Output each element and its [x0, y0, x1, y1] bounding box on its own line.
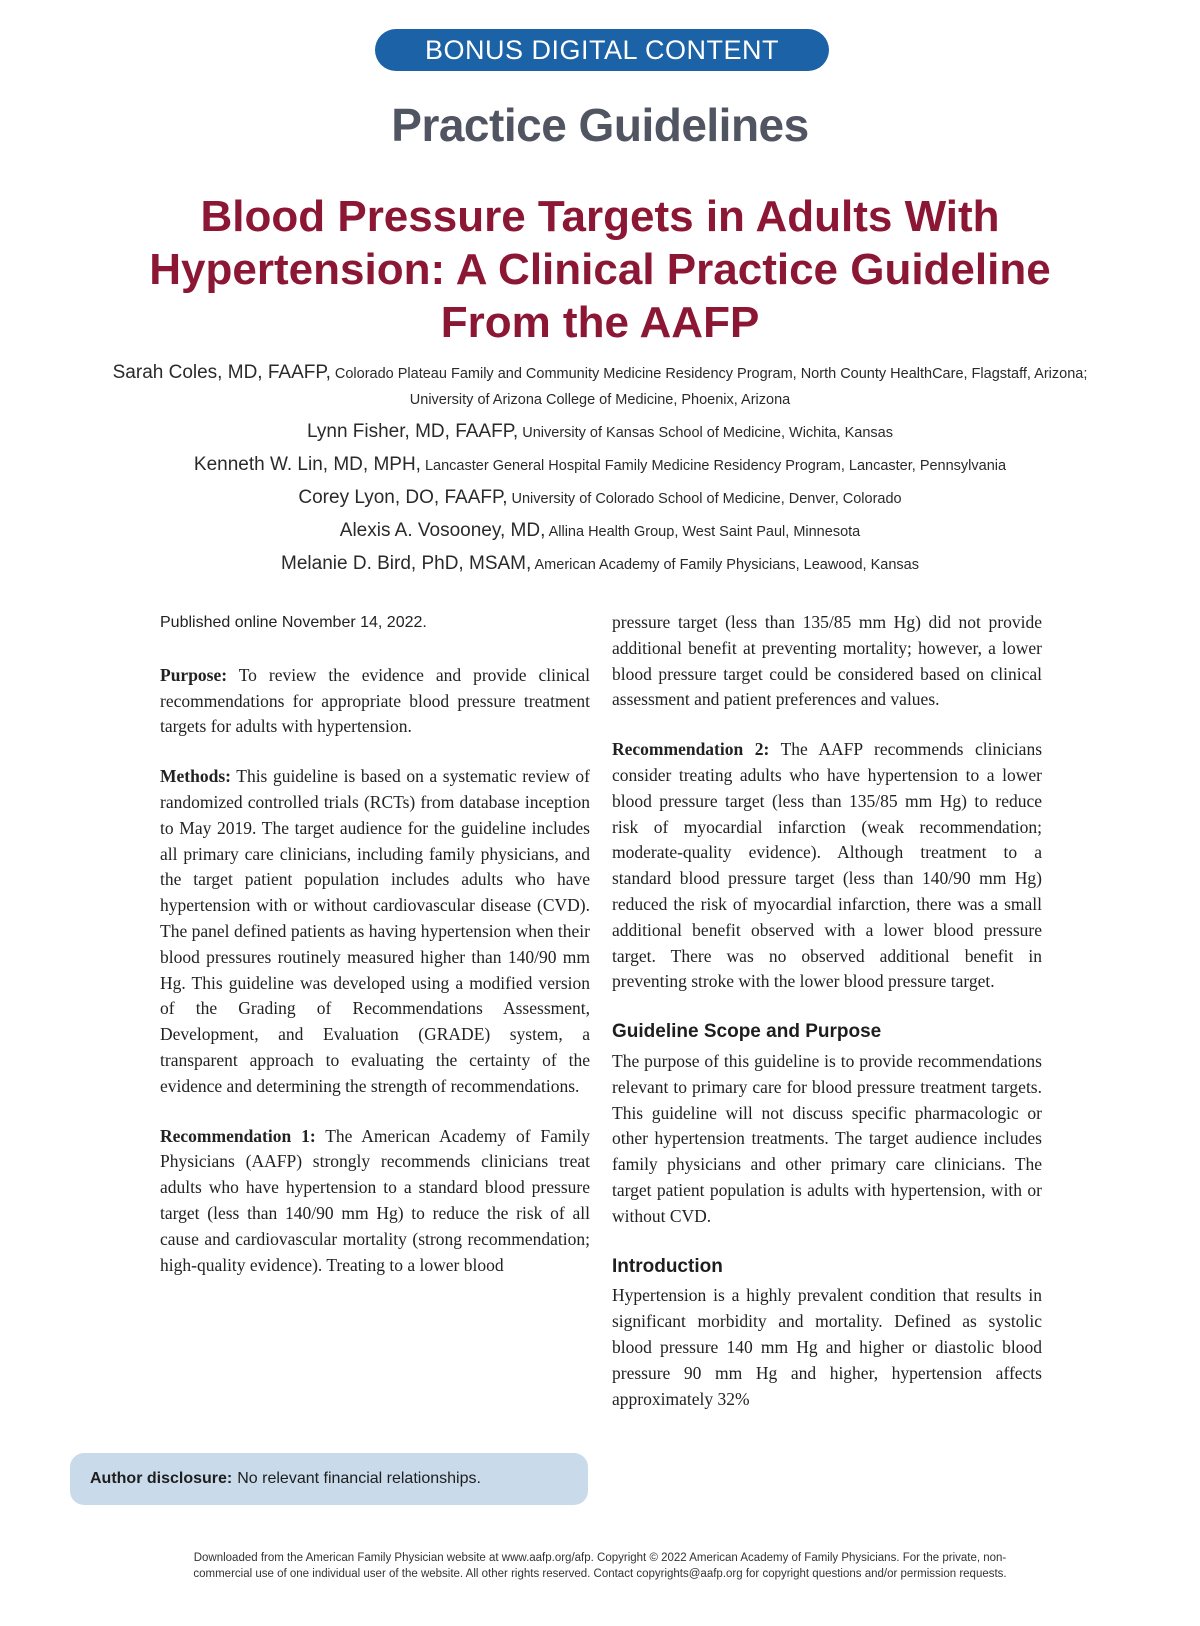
disclosure-label: Author disclosure: — [90, 1470, 233, 1487]
scope-heading: Guideline Scope and Purpose — [612, 1021, 882, 1043]
author-entry — [80, 551, 1120, 578]
article-title: Blood Pressure Targets in Adults With Hypertension: A Clinical Practice Guideline From the AAFP — [149, 192, 1051, 347]
purpose-text: To review the evidence and provide clinical recommendations for appropriate blood pressure treatment targets for adults with hypertension. — [160, 664, 590, 737]
recommendation-2-text: The AAFP recommends clinicians consider treating adults who have hypertension to a lower blood pressure target (less than 135/85 mm Hg) to reduce risk of myocardial infarction (weak recommendation; moderate-quality evidence). Although treatment to a standard blood pressure target (less than 140/90 mm Hg) reduced the risk of myocardial infarction, there was a small additional benefit observed with a lower blood pressure target. There was no observed additional benefit in preventing stroke with the lower blood pressure target. — [612, 739, 1043, 992]
methods-paragraph — [160, 764, 590, 1099]
disclosure-text: No relevant financial relationships. — [237, 1470, 481, 1487]
methods-text: This guideline is based on a systematic review of randomized controlled trials (RCTs) from database inception to May 2019. The target audience for the guideline includes all primary care clinicians, including family physicians, and the target patient population includes adults who have hypertension with or without cardiovascular disease (CVD). The panel defined patients as having hypertension when their blood pressures routinely measured higher than 140/90 mm Hg. This guideline was developed using a modified version of the Grading of Recommendations Assessment, Development, and Evaluation (GRADE) system, a transparent approach to evaluating the certainty of the evidence and determining the strength of recommendations. — [160, 766, 590, 1096]
author-name: Sarah Coles, MD, FAAFP, — [112, 362, 331, 383]
footer-line-2: commercial use of one individual user of the website. All other rights reserved. Contact copyrights@aafp.org for copyright questions and/or permission requests. — [193, 1568, 1007, 1580]
banner-label: BONUS DIGITAL CONTENT — [424, 34, 780, 65]
bonus-digital-content-banner — [375, 29, 829, 71]
purpose-paragraph — [160, 663, 590, 740]
scope-paragraph: The purpose of this guideline is to provide recommendations relevant to primary care for blood pressure treatment targets. This guideline will not discuss specific pharmacologic or other hypertension treatments. The target audience includes family physicians and other primary care clinicians. The target patient population is adults with hypertension, with or without CVD. — [612, 1050, 1042, 1226]
author-affiliation: American Academy of Family Physicians, Leawood, Kansas — [534, 557, 919, 573]
purpose-label: Purpose: — [160, 664, 228, 685]
author-affiliation: University of Kansas School of Medicine, Wichita, Kansas — [522, 425, 893, 441]
author-entry — [80, 485, 1120, 512]
author-list — [80, 360, 1120, 584]
author-affiliation: Colorado Plateau Family and Community Medicine Residency Program, North County HealthCare, Flagstaff, Arizona; University of Arizona College of Medicine, Phoenix, Arizona — [334, 366, 1088, 408]
introduction-heading: Introduction — [612, 1255, 723, 1277]
recommendation-1-text: The American Academy of Family Physicians (AAFP) strongly recommends clinicians treat adults who have hypertension to a standard blood pressure target (less than 140/90 mm Hg) to reduce the risk of all cause and cardiovascular mortality (strong recommendation; high-quality evidence). Treating to a lower blood — [160, 1125, 591, 1275]
footer-line-1: Downloaded from the American Family Physician website at www.aafp.org/afp. Copyright © 2022 American Academy of Family Physicians. For the private, non- — [193, 1552, 1007, 1564]
author-entry — [80, 419, 1120, 446]
copyright-footer — [60, 1550, 1140, 1582]
author-affiliation: Lancaster General Hospital Family Medicine Residency Program, Lancaster, Pennsylvania — [424, 458, 1007, 474]
author-entry — [80, 518, 1120, 545]
recommendation-1-paragraph — [160, 1124, 590, 1279]
published-date: Published online November 14, 2022. — [160, 614, 427, 631]
introduction-paragraph: Hypertension is a highly prevalent condition that results in significant morbidity and mortality. Defined as systolic blood pressure 140 mm Hg and higher or diastolic blood pressure 90 mm Hg and higher, hypertension affects approximately 32% — [612, 1285, 1042, 1409]
author-affiliation: University of Colorado School of Medicine, Denver, Colorado — [511, 491, 902, 507]
left-column — [160, 610, 590, 1302]
recommendation-1-label: Recommendation 1: — [160, 1125, 316, 1146]
author-affiliation: Allina Health Group, West Saint Paul, Minnesota — [548, 524, 861, 540]
author-name: Melanie D. Bird, PhD, MSAM, — [281, 553, 532, 574]
methods-label: Methods: — [160, 766, 231, 787]
recommendation-1-continued: pressure target (less than 135/85 mm Hg) did not provide additional benefit at preventing mortality; however, a lower blood pressure target could be considered based on clinical assessment and patient preferences and values. — [612, 612, 1042, 710]
author-name: Alexis A. Vosooney, MD, — [339, 520, 546, 541]
section-title: Practice Guidelines — [391, 99, 809, 151]
author-name: Kenneth W. Lin, MD, MPH, — [193, 454, 421, 475]
author-entry — [80, 452, 1120, 479]
recommendation-2-label: Recommendation 2: — [612, 739, 770, 760]
author-name: Corey Lyon, DO, FAAFP, — [298, 487, 508, 508]
recommendation-2-paragraph — [612, 737, 1042, 995]
author-disclosure-box — [70, 1453, 588, 1505]
author-name: Lynn Fisher, MD, FAAFP, — [307, 421, 519, 442]
author-entry — [80, 360, 1120, 413]
right-column — [612, 610, 1042, 1436]
